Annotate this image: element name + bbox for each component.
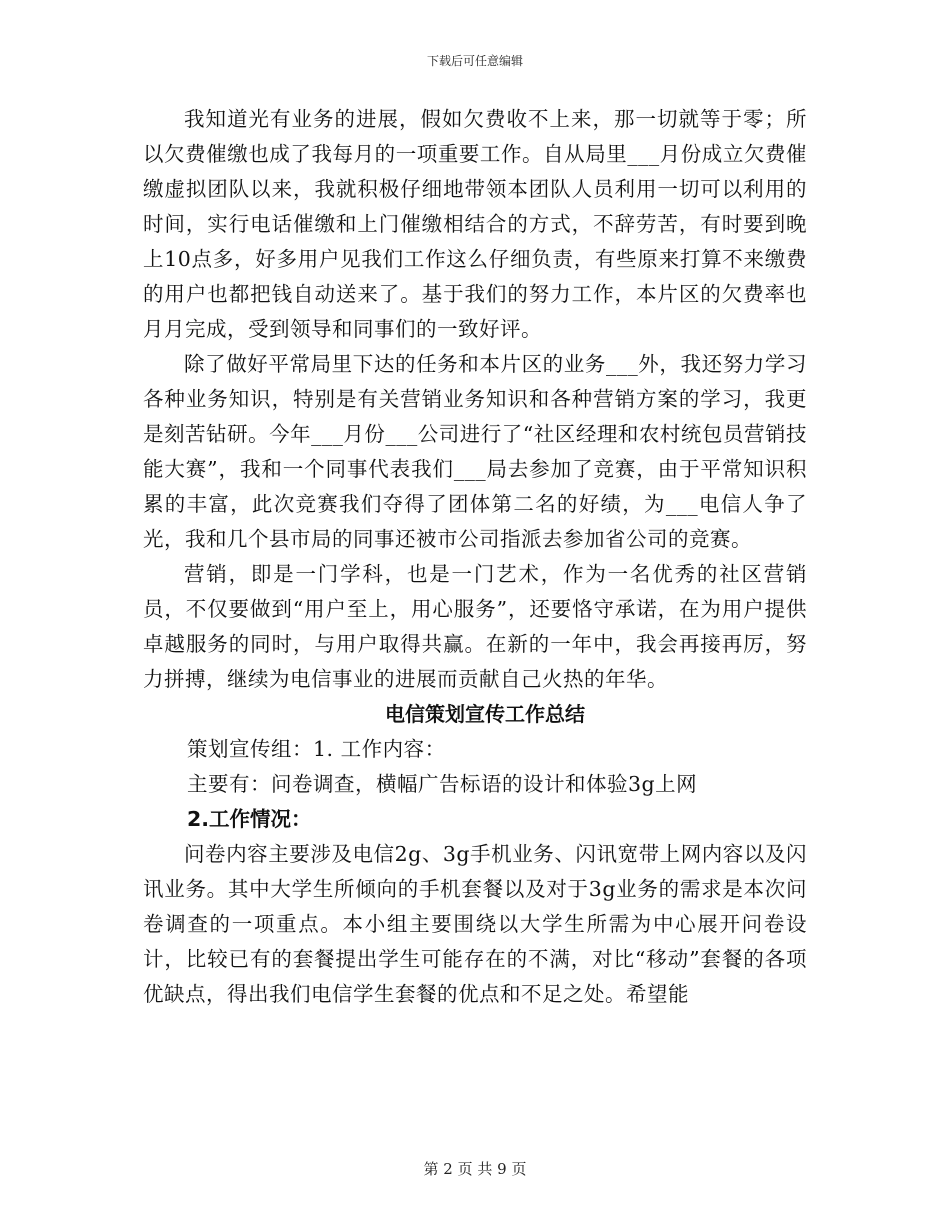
paragraph-marketing: 营销，即是一门学科，也是一门艺术，作为一名优秀的社区营销员，不仅要做到“用户至上，用心服务”，还要恪守承诺，在为用户提供卓越服务的同时，与用户取得共赢。在新的一年中，我会再接再厉，努力拼搏，继续为电信事业的进展而贡献自己火热的年华。: [143, 562, 807, 691]
paragraph-survey: 问卷内容主要涉及电信2g、3g手机业务、闪讯宽带上网内容以及闪讯业务。其中大学生所倾向的手机套餐以及对于3g业务的需求是本次问卷调查的一项重点。本小组主要围绕以大学生所需为中心展开问卷设计，比较已有的套餐提出学生可能存在的不满，对比“移动”套餐的各项优缺点，得出我们电信学生套餐的优点和不足之处。希望能: [143, 842, 807, 1006]
work-content-detail: 主要有：问卷调查，横幅广告标语的设计和体验3g上网: [187, 772, 698, 796]
work-content-line: 策划宣传组：1. 工作内容：: [187, 737, 446, 761]
paragraph-competition: 除了做好平常局里下达的任务和本片区的业务___外，我还努力学习各种业务知识，特别是有关营销业务知识和各种营销方案的学习，我更是刻苦钻研。今年___月份___公司进行了“社区经理和农村统包员营销技能大赛”，我和一个同事代表我们___局去参加了竞赛，由于平常知识积累的丰富，此次竞赛我们夺得了团体第二名的好绩，为___电信人争了光，我和几个县市局的同事还被市公司指派去参加省公司的竞赛。: [143, 352, 807, 551]
work-status-heading: 2.工作情况：: [187, 807, 312, 831]
document-body: [143, 102, 807, 1012]
page-header: 下载后可任意编辑: [426, 54, 523, 68]
page-footer: 第 2 页 共 9 页: [423, 1160, 527, 1178]
paragraph-arrears: 我知道光有业务的进展，假如欠费收不上来，那一切就等于零；所以欠费催缴也成了我每月的一项重要工作。自从局里___月份成立欠费催缴虚拟团队以来，我就积极仔细地带领本团队人员利用一切可以利用的时间，实行电话催缴和上门催缴相结合的方式，不辞劳苦，有时要到晚上10点多，好多用户见我们工作这么仔细负责，有些原来打算不来缴费的用户也都把钱自动送来了。基于我们的努力工作，本片区的欠费率也月月完成，受到领导和同事们的一致好评。: [143, 107, 807, 341]
section-title: 电信策划宣传工作总结: [385, 702, 585, 726]
